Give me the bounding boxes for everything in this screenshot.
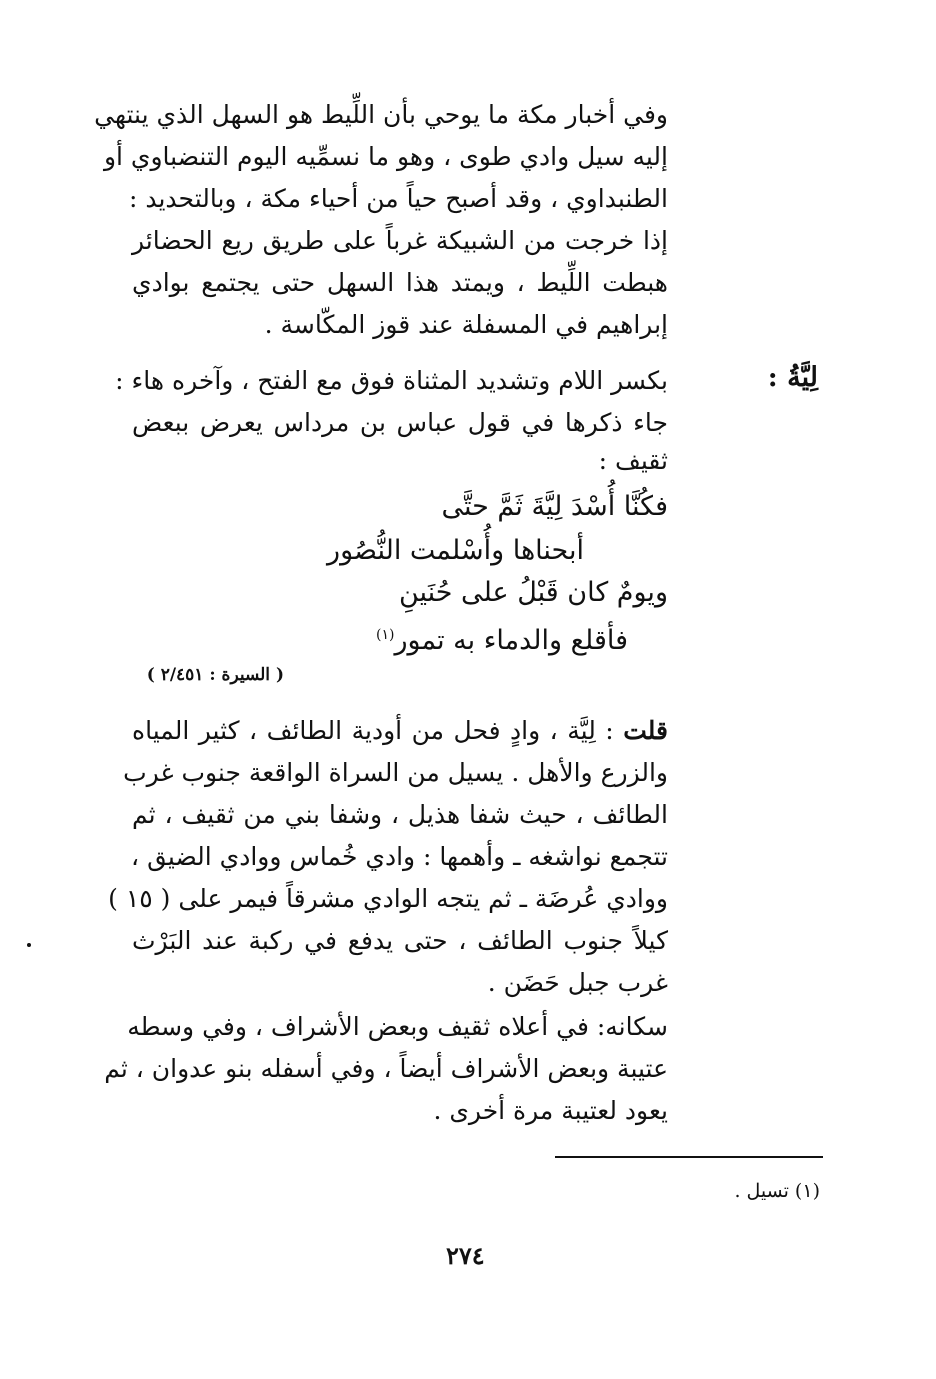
text-line: والزرع والأهل . يسيل من السراة الواقعة جنوب غرب (123, 758, 668, 787)
poem-verse: فكُنَّا أُسْدَ لِيَّةَ ثَمَّ حتَّى (441, 491, 668, 522)
lead-word: قلت (623, 716, 668, 745)
text-line (132, 716, 668, 746)
line-text: : لِيَّة ، وادٍ فحل من أودية الطائف ، كثير المياه (132, 716, 624, 745)
text-line: الطنبداوي ، وقد أصبح حياً من أحياء مكة ، وبالتحديد : (128, 184, 668, 213)
text-line: تتجمع نواشغه ـ وأهمها : وادي خُماس ووادي الضيق ، (131, 842, 668, 871)
citation: ( السيرة : ٢/٤٥١ ) (146, 665, 284, 685)
text-line: إليه سيل وادي طوى ، وهو ما نسمِّيه اليوم التنضباوي أو (103, 142, 668, 171)
text-line: بكسر اللام وتشديد المثناة فوق مع الفتح ، وآخره هاء : (115, 366, 668, 395)
text-line: وفي أخبار مكة ما يوحي بأن اللِّيط هو السهل الذي ينتهي (94, 100, 668, 129)
poem-verse-text: فأقلع والدماء به تمور (394, 625, 628, 656)
text-line: هبطت اللِّيط ، ويمتد هذا السهل حتى يجتمع بوادي (132, 268, 668, 297)
text-line: عتيبة وبعض الأشراف أيضاً ، وفي أسفله بنو عدوان ، ثم (104, 1054, 668, 1083)
text-line: ووادي عُرضَة ـ ثم يتجه الوادي مشرقاً فيمر على ( ١٥ ) (108, 884, 668, 913)
page-number: ٢٧٤ (446, 1241, 485, 1270)
text-line: إذا خرجت من الشبيكة غرباً على طريق ريع الحضائر (132, 226, 668, 255)
footnote: (١) تسيل . (734, 1180, 820, 1202)
text-line: كيلاً جنوب الطائف ، حتى يدفع في ركبة عند البَرْث (132, 926, 668, 955)
footnote-marker: (١) (376, 627, 395, 643)
poem-verse: أبحناها وأُسْلمت النُّصُور (327, 535, 584, 566)
text-line: سكانه: في أعلاه ثقيف وبعض الأشراف ، وفي وسطه (127, 1012, 668, 1041)
text-line: غرب جبل حَضَن . (487, 968, 668, 997)
text-line: إبراهيم في المسفلة عند قوز المكّاسة . (264, 310, 668, 339)
text-line: ثقيف : (598, 446, 668, 475)
text-line: الطائف ، حيث شفا هذيل ، وشفا بني من ثقيف ، ثم (132, 800, 668, 829)
scan-speck (27, 943, 31, 947)
poem-verse (376, 618, 628, 658)
poem-verse: ويومٌ كان قَبْلُ على حُنَينِ (398, 577, 668, 608)
text-line: يعود لعتيبة مرة أخرى . (433, 1096, 668, 1125)
entry-heading: لِيَّةُ : (767, 362, 818, 393)
footnote-divider (555, 1156, 823, 1158)
text-line: جاء ذكرها في قول عباس بن مرداس يعرض ببعض (132, 408, 668, 437)
